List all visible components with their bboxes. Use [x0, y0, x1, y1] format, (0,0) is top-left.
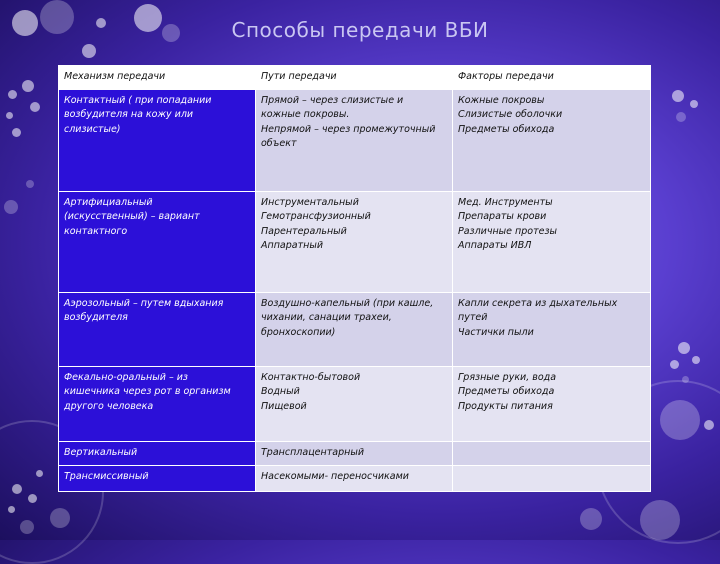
cell-factor: Грязные руки, вода Предметы обихода Продукты питания [453, 366, 651, 441]
cell-route: Воздушно-капельный (при кашле, чихании, санации трахеи, бронхоскопии) [256, 292, 453, 366]
table-header-row [59, 66, 651, 90]
cell-factor: Мед. Инструменты Препараты крови Различные протезы Аппараты ИВЛ [453, 191, 651, 292]
cell-route: Прямой – через слизистые и кожные покровы. Непрямой – через промежуточный объект [256, 89, 453, 191]
cell-factor [453, 465, 651, 491]
cell-mechanism: Трансмиссивный [59, 465, 256, 491]
table-row [59, 441, 651, 465]
cell-factor: Капли секрета из дыхательных путей Частички пыли [453, 292, 651, 366]
cell-route: Инструментальный Гемотрансфузионный Парентеральный Аппаратный [256, 191, 453, 292]
cell-mechanism: Фекально-оральный – из кишечника через рот в организм другого человека [59, 366, 256, 441]
header-routes: Пути передачи [256, 66, 453, 90]
cell-mechanism: Контактный ( при попадании возбудителя на кожу или слизистые) [59, 89, 256, 191]
cell-factor [453, 441, 651, 465]
cell-mechanism: Артифициальный (искусственный) – вариант контактного [59, 191, 256, 292]
cell-mechanism: Вертикальный [59, 441, 256, 465]
header-factors: Факторы передачи [453, 66, 651, 90]
cell-route: Контактно-бытовой Водный Пищевой [256, 366, 453, 441]
slide-title: Способы передачи ВБИ [231, 18, 489, 42]
header-mechanism: Механизм передачи [59, 66, 256, 90]
table-row [59, 191, 651, 292]
table-row [59, 89, 651, 191]
table-row [59, 465, 651, 491]
transmission-table [58, 65, 651, 492]
table-row [59, 292, 651, 366]
table-row [59, 366, 651, 441]
cell-mechanism: Аэрозольный – путем вдыхания возбудителя [59, 292, 256, 366]
cell-route: Насекомыми- переносчиками [256, 465, 453, 491]
cell-route: Трансплацентарный [256, 441, 453, 465]
cell-factor: Кожные покровы Слизистые оболочки Предметы обихода [453, 89, 651, 191]
